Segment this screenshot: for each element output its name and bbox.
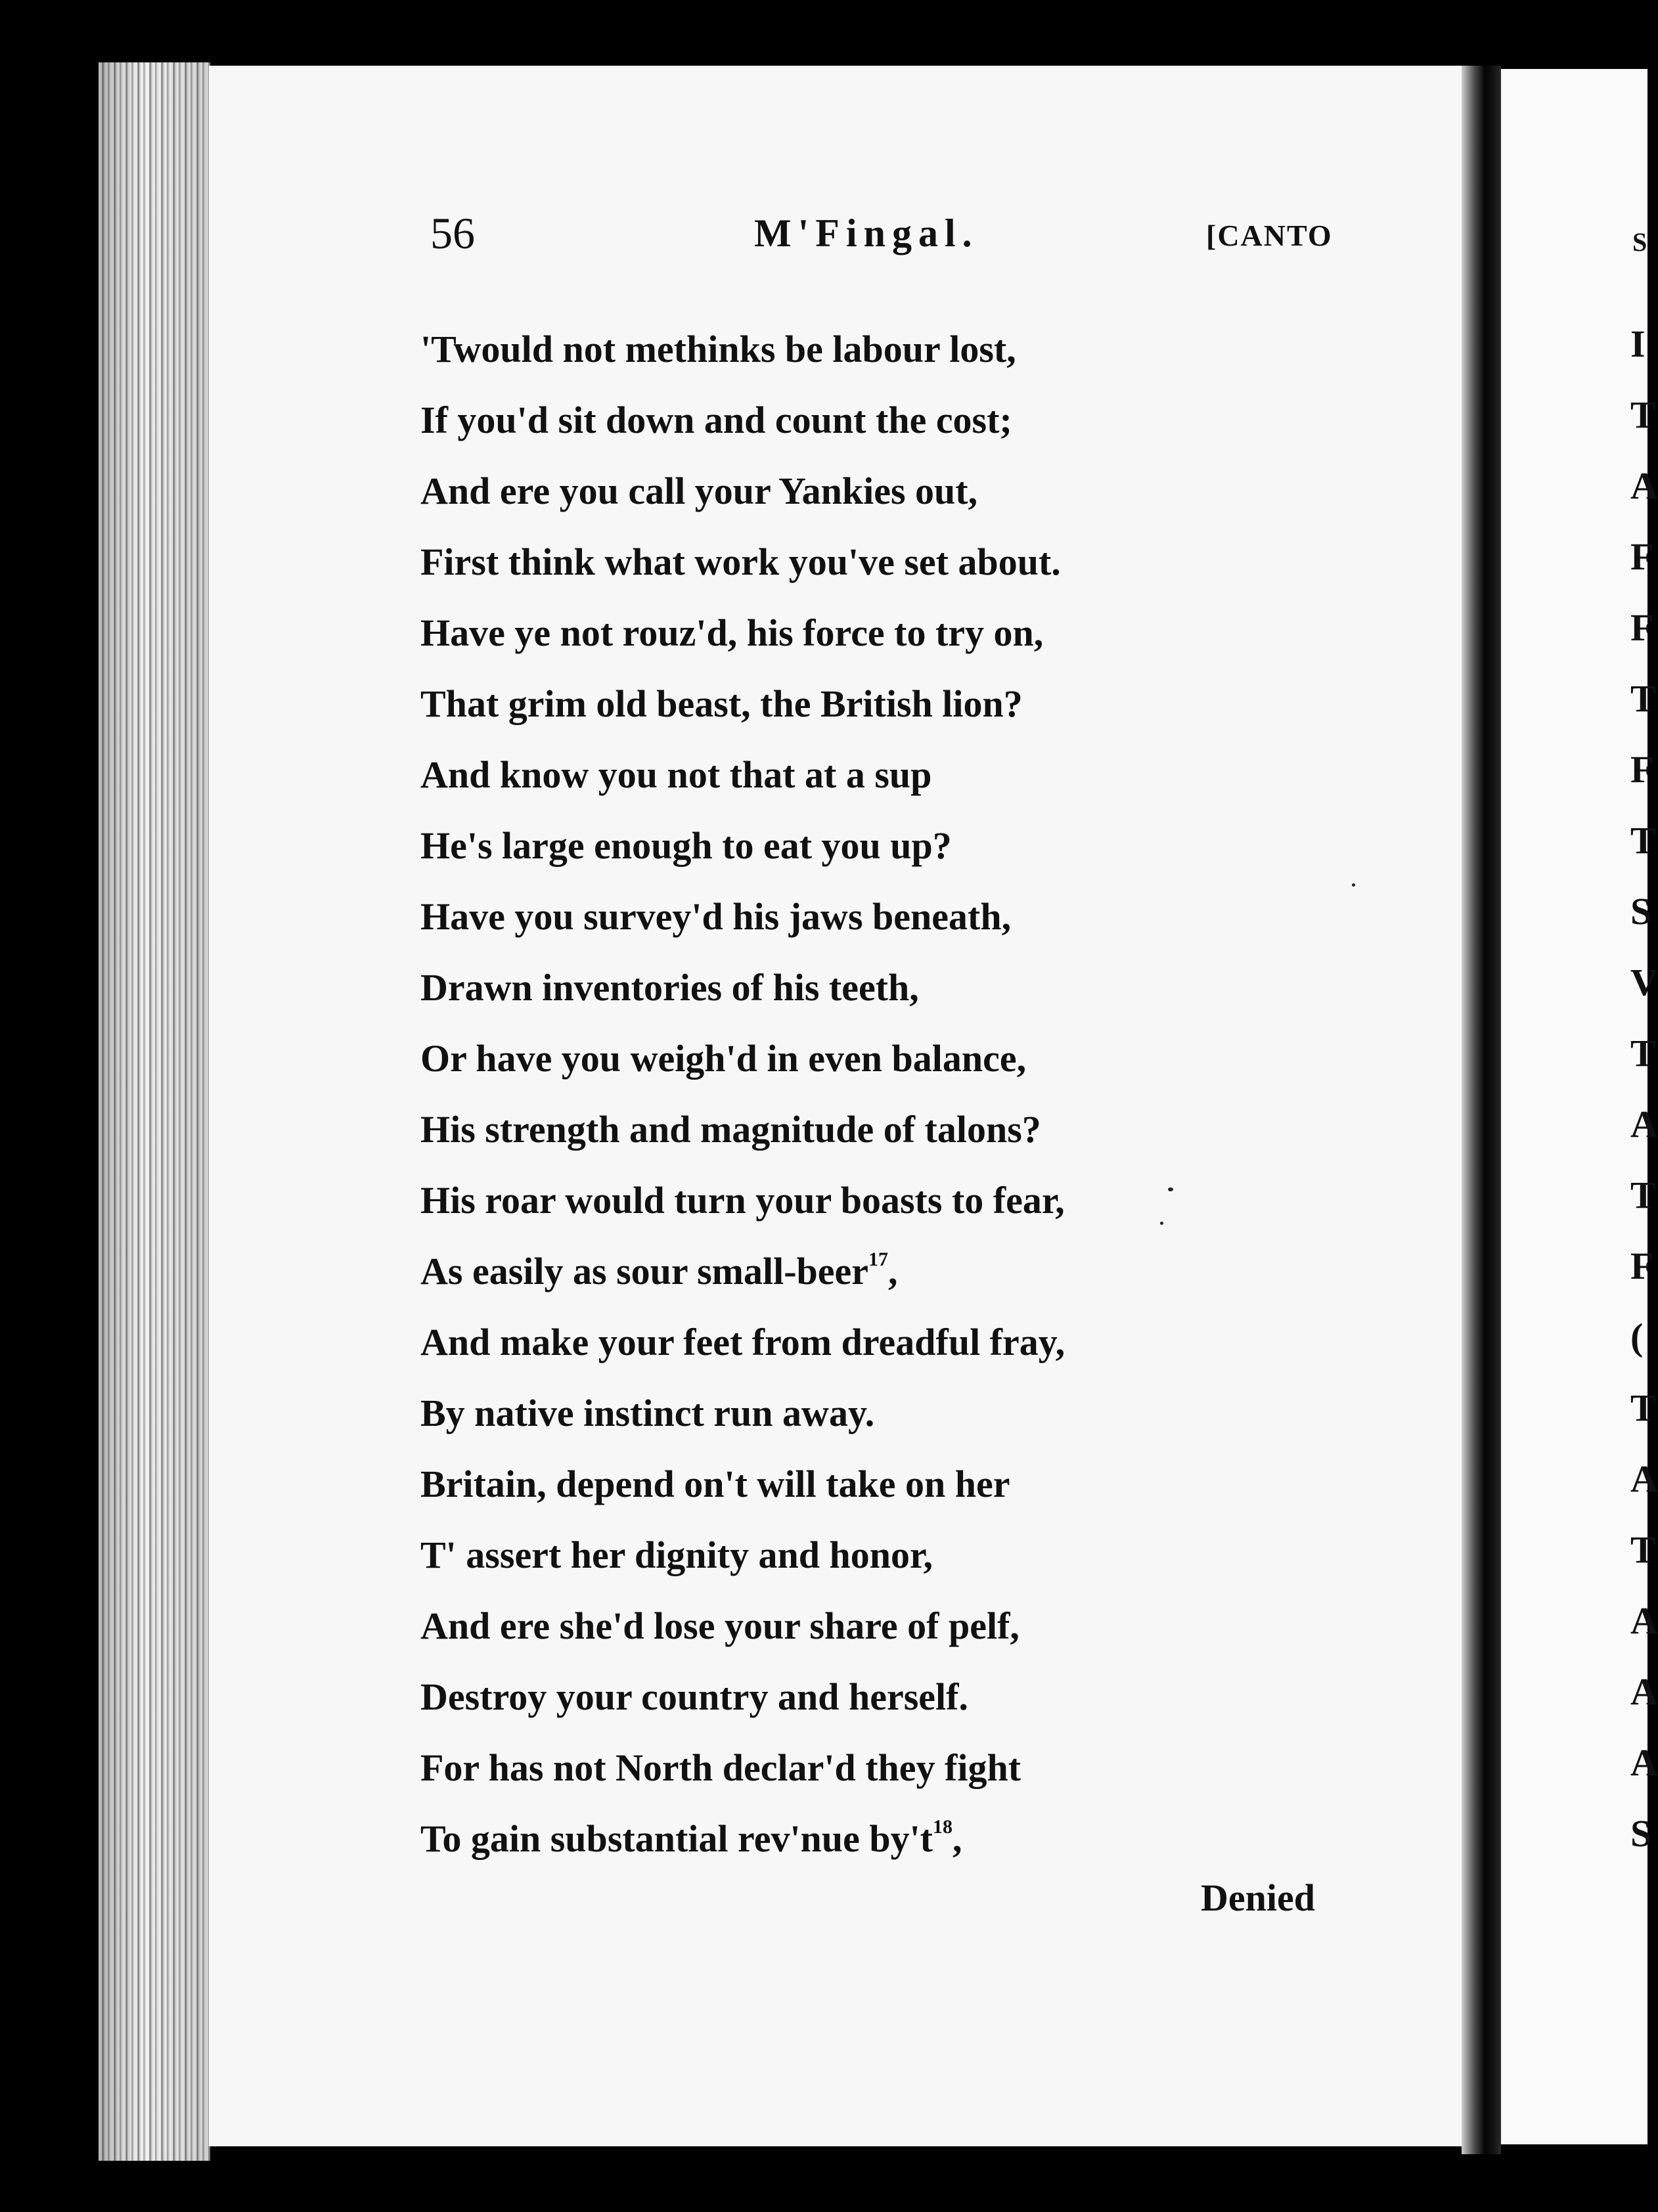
- poem-line: [420, 1803, 1065, 1874]
- poem-line-text: By native instinct run away.: [420, 1392, 875, 1434]
- facing-page-line-initial: A: [1630, 464, 1658, 507]
- poem-line-text: 'Twould not methinks be labour lost,: [420, 328, 1016, 370]
- poem-line-text: Or have you weigh'd in even balance,: [420, 1037, 1027, 1080]
- poem-line: [420, 456, 1065, 527]
- catchword: Denied: [1201, 1876, 1315, 1919]
- poem-line: [420, 1236, 1065, 1307]
- poem-line: [420, 881, 1065, 952]
- facing-page-line-initial: T: [1630, 819, 1656, 862]
- poem-line: [420, 314, 1065, 385]
- poem-line: [420, 1307, 1065, 1378]
- poem-body: [420, 314, 1065, 1874]
- facing-page-line-initial: F: [1630, 748, 1654, 791]
- poem-line-text: His strength and magnitude of talons?: [420, 1108, 1041, 1151]
- poem-line: [420, 1662, 1065, 1733]
- facing-page-line-initial: T: [1630, 1528, 1656, 1571]
- print-speck: [1160, 1222, 1163, 1225]
- facing-page-line-initial: A: [1630, 1670, 1658, 1713]
- poem-line: [420, 1023, 1065, 1094]
- footnote-marker: 17: [868, 1249, 889, 1270]
- poem-line-text: Destroy your country and herself.: [420, 1675, 968, 1718]
- page-number: 56: [430, 208, 475, 258]
- poem-line: [420, 1733, 1065, 1803]
- poem-line: [420, 1591, 1065, 1662]
- facing-page-line-initial: I: [1630, 322, 1646, 365]
- footnote-marker: 18: [933, 1816, 952, 1838]
- print-speck: [1168, 1187, 1173, 1191]
- poem-line: [420, 598, 1065, 669]
- poem-line-punctuation: ,: [952, 1817, 962, 1860]
- facing-page-line-initial: (: [1630, 1316, 1644, 1358]
- poem-line: [420, 740, 1065, 810]
- facing-page-line-initial: A: [1630, 1741, 1658, 1784]
- facing-page-line-initial: A: [1630, 1103, 1658, 1145]
- poem-line: [420, 527, 1065, 598]
- facing-page-line-initial: S: [1630, 1812, 1652, 1855]
- poem-line-text: And make your feet from dreadful fray,: [420, 1321, 1065, 1363]
- poem-line-text: Have ye not rouz'd, his force to try on,: [420, 611, 1044, 654]
- poem-line: [420, 385, 1065, 456]
- facing-page-line-initial: F: [1630, 1245, 1654, 1287]
- poem-line: [420, 1094, 1065, 1165]
- poem-line: [420, 810, 1065, 881]
- section-marker: [CANTO: [1206, 219, 1333, 252]
- facing-page-header-fragment: S: [1632, 227, 1647, 257]
- facing-page-line-initial: F: [1630, 535, 1654, 578]
- poem-line-text: T' assert her dignity and honor,: [420, 1534, 933, 1576]
- book-gutter: [1462, 66, 1501, 2154]
- poem-line-text: Drawn inventories of his teeth,: [420, 966, 919, 1009]
- page-header: [0, 207, 1647, 259]
- facing-page-line-initial: T: [1630, 1386, 1656, 1429]
- facing-page-line-initial: T: [1630, 1032, 1656, 1074]
- poem-line-punctuation: ,: [888, 1250, 898, 1293]
- facing-page-line-initial: V: [1630, 961, 1658, 1004]
- poem-line: [420, 952, 1065, 1023]
- facing-page-line-initial: T: [1630, 1174, 1656, 1216]
- poem-line-text: Britain, depend on't will take on her: [420, 1463, 1010, 1505]
- poem-line: [420, 1165, 1065, 1236]
- poem-line-text: And know you not that at a sup: [420, 753, 932, 796]
- running-title: M'Fingal.: [754, 211, 979, 255]
- print-speck: [1352, 883, 1355, 887]
- facing-page: [1501, 69, 1647, 2144]
- poem-line: [420, 1378, 1065, 1449]
- poem-line: [420, 1520, 1065, 1591]
- poem-line-text: If you'd sit down and count the cost;: [420, 399, 1012, 441]
- poem-line-text: Have you survey'd his jaws beneath,: [420, 895, 1012, 938]
- poem-line-text: His roar would turn your boasts to fear,: [420, 1179, 1065, 1222]
- facing-page-line-initial: S: [1630, 890, 1652, 933]
- poem-line-text: To gain substantial rev'nue by't: [420, 1817, 933, 1860]
- poem-line-text: And ere she'd lose your share of pelf,: [420, 1604, 1019, 1647]
- poem-line-text: And ere you call your Yankies out,: [420, 470, 978, 512]
- facing-page-line-initial: A: [1630, 1457, 1658, 1500]
- poem-line-text: First think what work you've set about.: [420, 541, 1061, 583]
- poem-line: [420, 669, 1065, 740]
- page-edges-shadow: [99, 62, 210, 2161]
- poem-line-text: He's large enough to eat you up?: [420, 824, 952, 867]
- poem-line-text: For has not North declar'd they fight: [420, 1746, 1021, 1789]
- facing-page-line-initial: T: [1630, 393, 1656, 436]
- facing-page-line-initial: A: [1630, 1599, 1658, 1642]
- poem-line-text: That grim old beast, the British lion?: [420, 682, 1023, 725]
- poem-line: [420, 1449, 1065, 1520]
- facing-page-line-initial: F: [1630, 606, 1654, 649]
- poem-line-text: As easily as sour small-beer: [420, 1250, 869, 1293]
- facing-page-line-initial: T: [1630, 677, 1656, 720]
